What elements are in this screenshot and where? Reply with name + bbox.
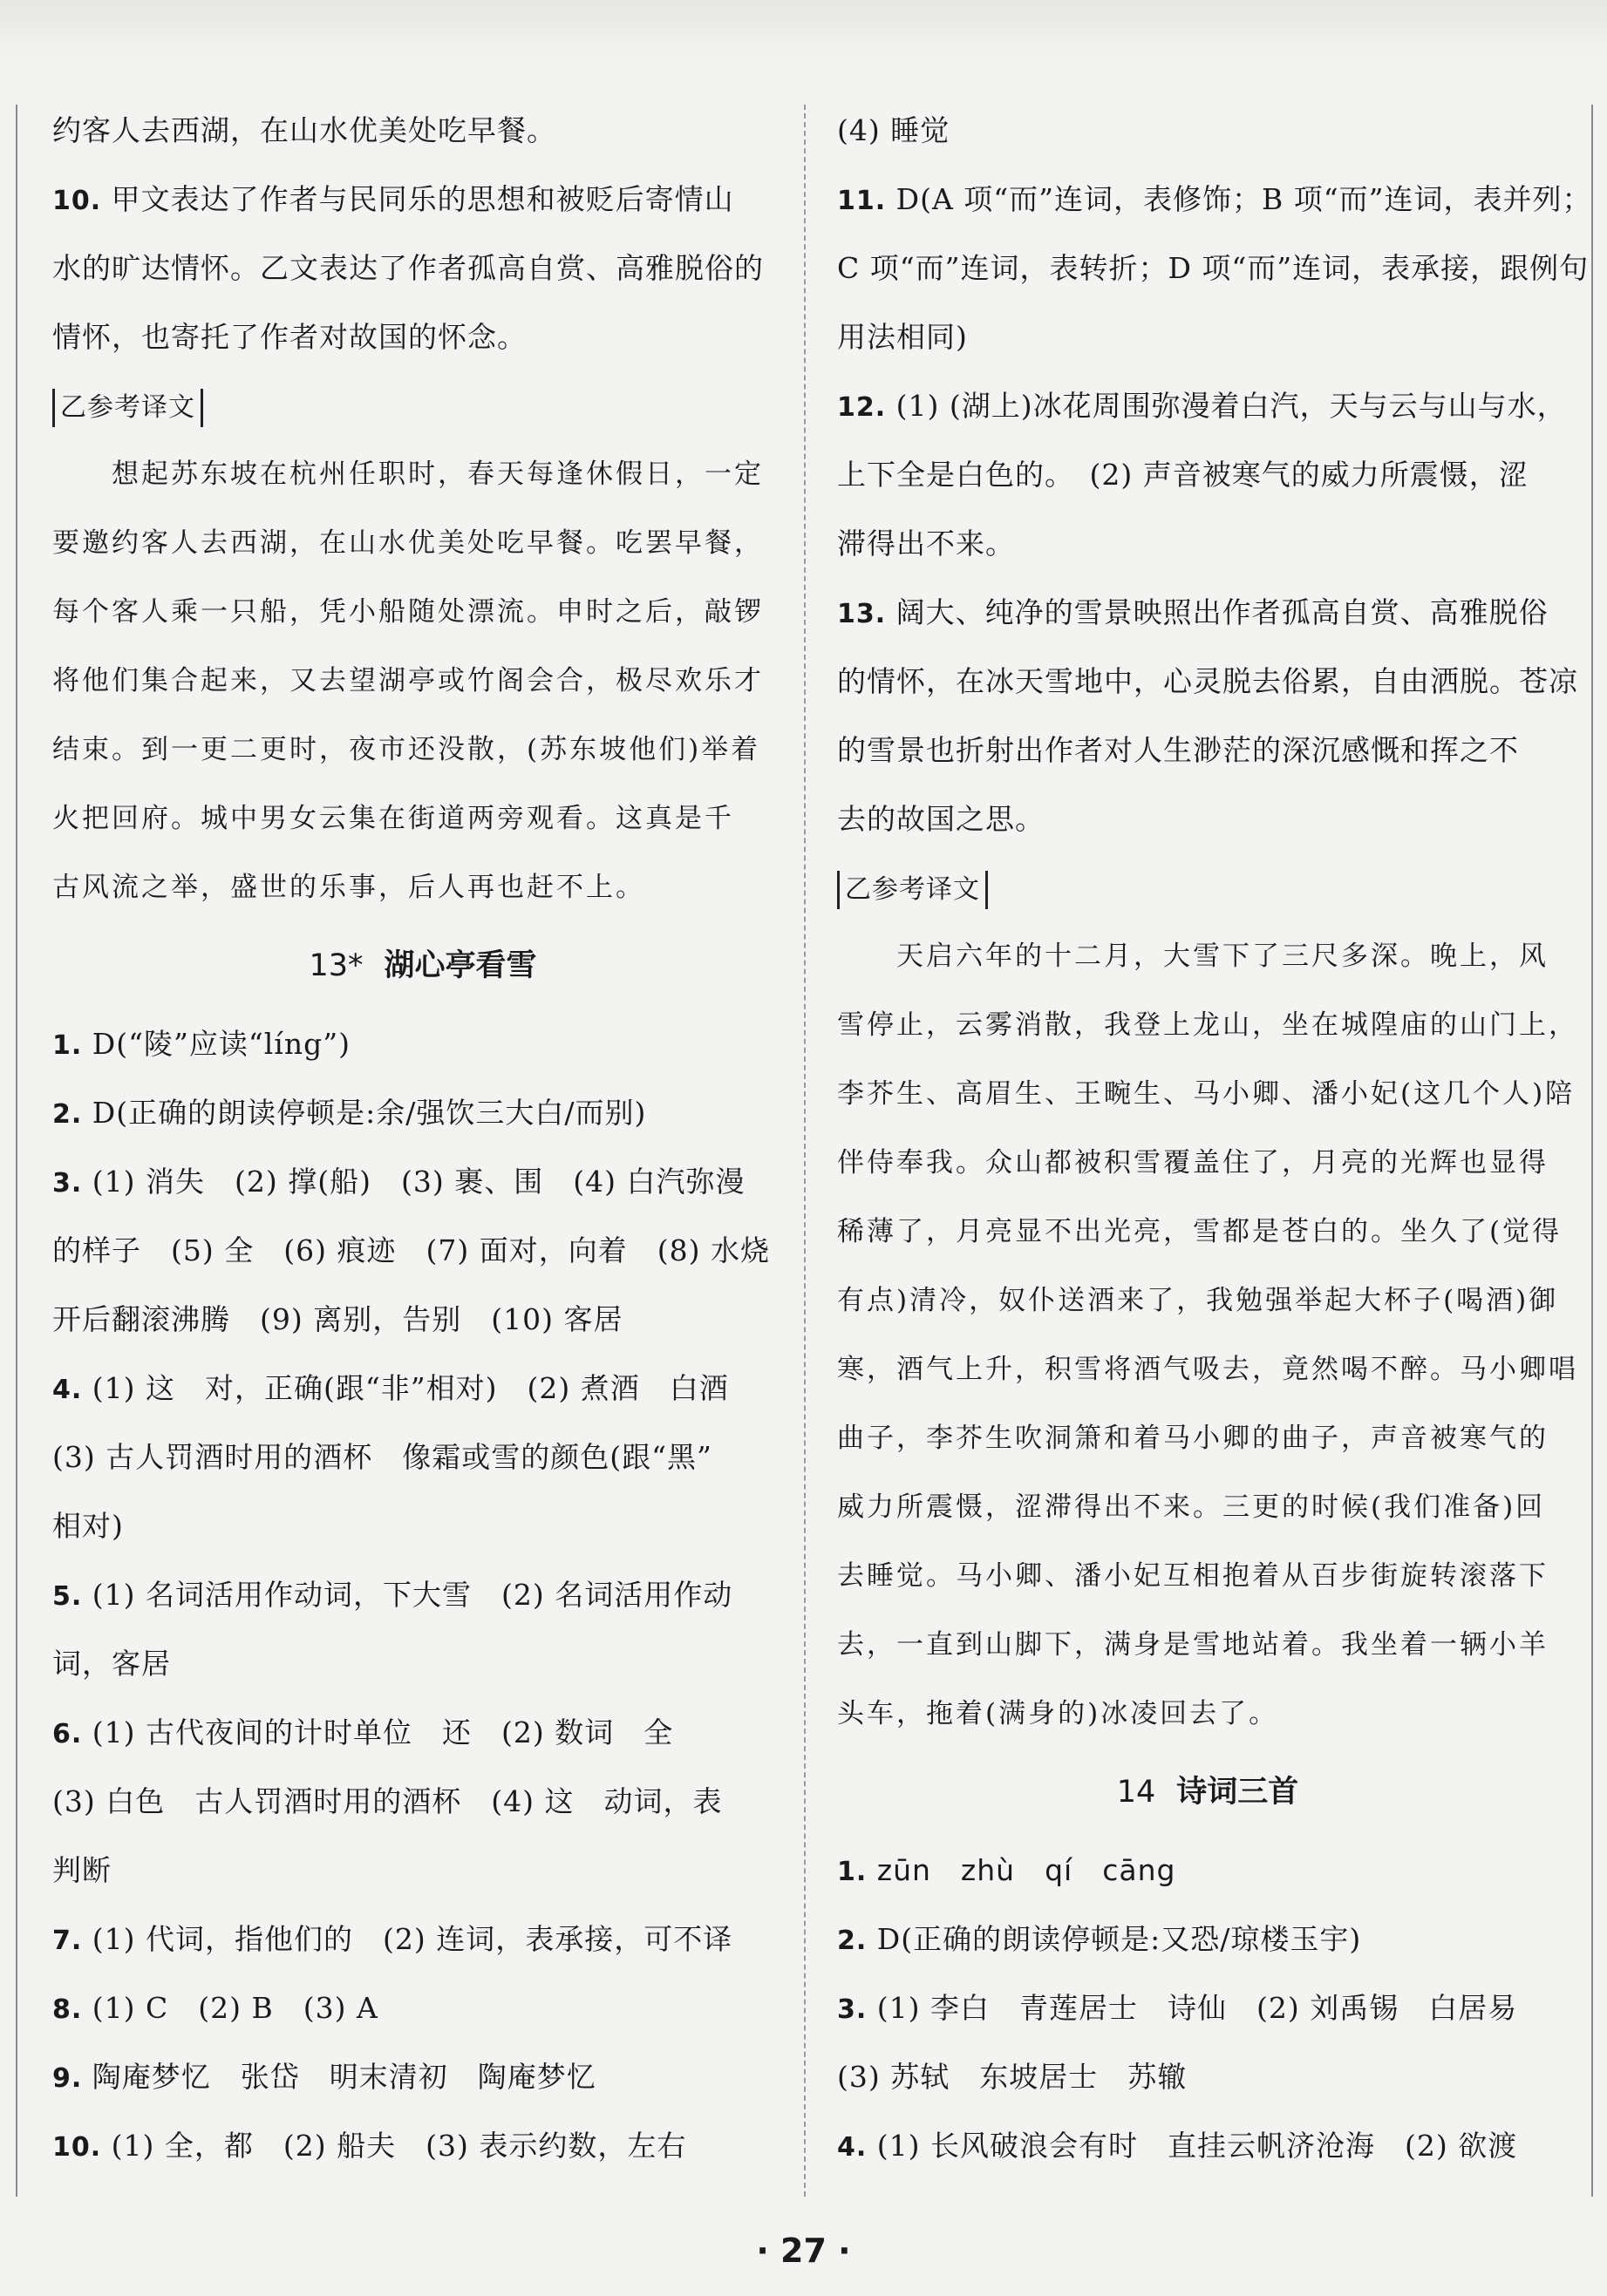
answer-text: (1) C (2) B (3) A <box>92 1991 378 2025</box>
question-number: 1. <box>52 1030 83 1061</box>
answer-line <box>52 1698 793 1767</box>
answer-text: zūn zhù qí cāng <box>876 1853 1176 1887</box>
translation-text: 天启六年的十二月，大雪下了三尺多深。晚上，风 <box>896 941 1549 972</box>
text-line: 开后翻滚沸腾 (9) 离别，告别 (10) 客居 <box>52 1302 623 1336</box>
text-line: 水的旷达情怀。乙文表达了作者孤高自赏、高雅脱俗的 <box>52 251 764 285</box>
answer-text: D(A 项“而”连词，表修饰；B 项“而”连词，表并列； <box>895 182 1592 216</box>
answer-line <box>52 1009 793 1078</box>
answer-text: (1) (湖上)冰花周围弥漫着白汽，天与云与山与水， <box>895 389 1567 423</box>
answer-line <box>837 578 1578 647</box>
question-number: 10. <box>52 2132 102 2163</box>
section-title: 湖心亭看雪 <box>384 948 537 983</box>
answer-text: (1) 长风破浪会有时 直挂云帆济沧海 (2) 欲渡 <box>876 2129 1518 2163</box>
text-line: 情怀，也寄托了作者对故国的怀念。 <box>52 320 527 354</box>
answer-text: 陶庵梦忆 张岱 明末清初 陶庵梦忆 <box>92 2060 596 2094</box>
question-number: 6. <box>52 1719 83 1749</box>
answer-line <box>837 371 1578 440</box>
question-number: 1. <box>837 1857 868 1887</box>
translation-line: 结束。到一更二更时，夜市还没散，(苏东坡他们)举着 <box>52 734 761 765</box>
text-line: 相对) <box>52 1509 124 1543</box>
question-number: 4. <box>837 2132 868 2163</box>
reference-translation-label: 乙参考译文 <box>837 871 988 909</box>
question-number: 4. <box>52 1375 83 1405</box>
answer-text: 阔大、纯净的雪景映照出作者孤高自赏、高雅脱俗 <box>895 595 1549 629</box>
section-heading <box>52 922 793 1009</box>
answer-line <box>52 1354 793 1423</box>
reference-label-line <box>837 853 1578 922</box>
translation-line: 火把回府。城中男女云集在街道两旁观看。这真是千 <box>52 803 734 834</box>
section-number: 13* <box>309 948 364 983</box>
page-number: · 27 · <box>756 2231 851 2270</box>
translation-line: 每个客人乘一只船，凭小船随处漂流。申时之后，敲锣 <box>52 596 764 628</box>
text-line: 的情怀，在冰天雪地中，心灵脱去俗累，自由洒脱。苍凉 <box>837 664 1578 698</box>
right-column <box>837 96 1592 2180</box>
answer-line <box>837 165 1592 234</box>
answer-line <box>837 2111 1578 2180</box>
question-number: 9. <box>52 2063 83 2094</box>
answer-line <box>52 1973 793 2042</box>
column-divider <box>804 105 806 2197</box>
answer-text: (1) 全，都 (2) 船夫 (3) 表示约数，左右 <box>111 2129 687 2163</box>
answer-text: D(正确的朗读停顿是:又恐/琼楼玉宇) <box>876 1922 1362 1956</box>
text-line: (4) 睡觉 <box>837 113 950 147</box>
text-line: (3) 白色 古人罚酒时用的酒杯 (4) 这 动词，表 <box>52 1784 723 1818</box>
question-number: 2. <box>52 1099 83 1130</box>
translation-line: 要邀约客人去西湖，在山水优美处吃早餐。吃罢早餐， <box>52 527 764 559</box>
left-column <box>52 96 793 2180</box>
text-line: (3) 古人罚酒时用的酒杯 像霜或雪的颜色(跟“黑” <box>52 1440 712 1474</box>
translation-line: 威力所震慑，涩滞得出不来。三更的时候(我们准备)回 <box>837 1491 1546 1523</box>
text-line: C 项“而”连词，表转折；D 项“而”连词，表承接，跟例句 <box>837 251 1590 285</box>
right-edge-line <box>1591 105 1593 2197</box>
translation-line: 李芥生、高眉生、王畹生、马小卿、潘小妃(这几个人)陪 <box>837 1078 1576 1110</box>
question-number: 3. <box>52 1168 83 1199</box>
translation-line: 去睡觉。马小卿、潘小妃互相抱着从百步街旋转滚落下 <box>837 1560 1549 1592</box>
text-line: 词，客居 <box>52 1647 171 1681</box>
text-line: 约客人去西湖，在山水优美处吃早餐。 <box>52 113 556 147</box>
reference-label-line <box>52 371 793 440</box>
answer-line <box>52 1147 793 1216</box>
answer-text: D(“陵”应读“líng”) <box>92 1027 351 1061</box>
top-shadow <box>0 0 1607 61</box>
section-number: 14 <box>1116 1775 1156 1810</box>
answer-text: (1) 名词活用作动词，下大雪 (2) 名词活用作动 <box>92 1578 733 1612</box>
section-title: 诗词三首 <box>1176 1775 1299 1810</box>
translation-line: 头车，拖着(满身的)冰凌回去了。 <box>837 1698 1279 1729</box>
answer-line <box>52 2042 793 2111</box>
question-number: 3. <box>837 1994 868 2025</box>
question-number: 2. <box>837 1926 868 1956</box>
answer-text: (1) 消失 (2) 撑(船) (3) 裹、围 (4) 白汽弥漫 <box>92 1165 746 1199</box>
answer-text: (1) 古代夜间的计时单位 还 (2) 数词 全 <box>92 1715 674 1749</box>
translation-line: 将他们集合起来，又去望湖亭或竹阁会合，极尽欢乐才 <box>52 665 764 696</box>
answer-line <box>52 1560 793 1629</box>
translation-text: 想起苏东坡在杭州任职时，春天每逢休假日，一定 <box>112 459 764 490</box>
question-number: 12. <box>837 392 887 423</box>
answer-text: (1) 代词，指他们的 (2) 连词，表承接，可不译 <box>92 1922 733 1956</box>
answer-line <box>837 1973 1578 2042</box>
question-number: 11. <box>837 186 887 216</box>
translation-line: 去，一直到山脚下，满身是雪地站着。我坐着一辆小羊 <box>837 1629 1549 1661</box>
text-line: 的样子 (5) 全 (6) 痕迹 (7) 面对，向着 (8) 水烧 <box>52 1233 770 1267</box>
text-line: 用法相同) <box>837 320 968 354</box>
reference-translation-label: 乙参考译文 <box>52 389 203 427</box>
text-line: 去的故国之思。 <box>837 802 1045 836</box>
text-line: 判断 <box>52 1853 112 1887</box>
left-edge-line <box>16 105 17 2197</box>
translation-line <box>52 440 793 509</box>
text-line: (3) 苏轼 东坡居士 苏辙 <box>837 2060 1188 2094</box>
text-line: 的雪景也折射出作者对人生渺茫的深沉感慨和挥之不 <box>837 733 1519 767</box>
answer-line <box>52 2111 793 2180</box>
question-number: 7. <box>52 1926 83 1956</box>
answer-10-line <box>52 165 793 234</box>
answer-line <box>52 1078 793 1147</box>
text-line: 上下全是白色的。 (2) 声音被寒气的威力所震慑，涩 <box>837 458 1529 492</box>
answer-line <box>52 1905 793 1973</box>
question-number: 10. <box>52 186 102 216</box>
answer-text: 甲文表达了作者与民同乐的思想和被贬后寄情山 <box>111 182 734 216</box>
answer-line <box>837 1836 1578 1905</box>
answer-text: (1) 李白 青莲居士 诗仙 (2) 刘禹锡 白居易 <box>876 1991 1518 2025</box>
translation-line: 寒，酒气上升，积雪将酒气吸去，竟然喝不醉。马小卿唱 <box>837 1354 1578 1385</box>
question-number: 5. <box>52 1581 83 1612</box>
translation-line: 古风流之举，盛世的乐事，后人再也赶不上。 <box>52 872 645 903</box>
translation-line: 伴侍奉我。众山都被积雪覆盖住了，月亮的光辉也显得 <box>837 1147 1549 1179</box>
translation-line: 曲子，李芥生吹洞箫和着马小卿的曲子，声音被寒气的 <box>837 1423 1549 1454</box>
translation-line: 有点)清冷，奴仆送酒来了，我勉强举起大杯子(喝酒)御 <box>837 1285 1559 1316</box>
answer-line <box>837 1905 1578 1973</box>
text-line: 滞得出不来。 <box>837 526 1015 560</box>
translation-line <box>837 922 1578 991</box>
answer-text: D(正确的朗读停顿是:余/强饮三大白/而别) <box>92 1096 647 1130</box>
translation-line: 雪停止，云雾消散，我登上龙山，坐在城隍庙的山门上， <box>837 1009 1578 1041</box>
question-number: 13. <box>837 599 887 629</box>
question-number: 8. <box>52 1994 83 2025</box>
translation-line: 稀薄了，月亮显不出光亮，雪都是苍白的。坐久了(觉得 <box>837 1216 1563 1247</box>
section-heading <box>837 1749 1578 1836</box>
answer-text: (1) 这 对，正确(跟“非”相对) (2) 煮酒 白酒 <box>92 1371 729 1405</box>
